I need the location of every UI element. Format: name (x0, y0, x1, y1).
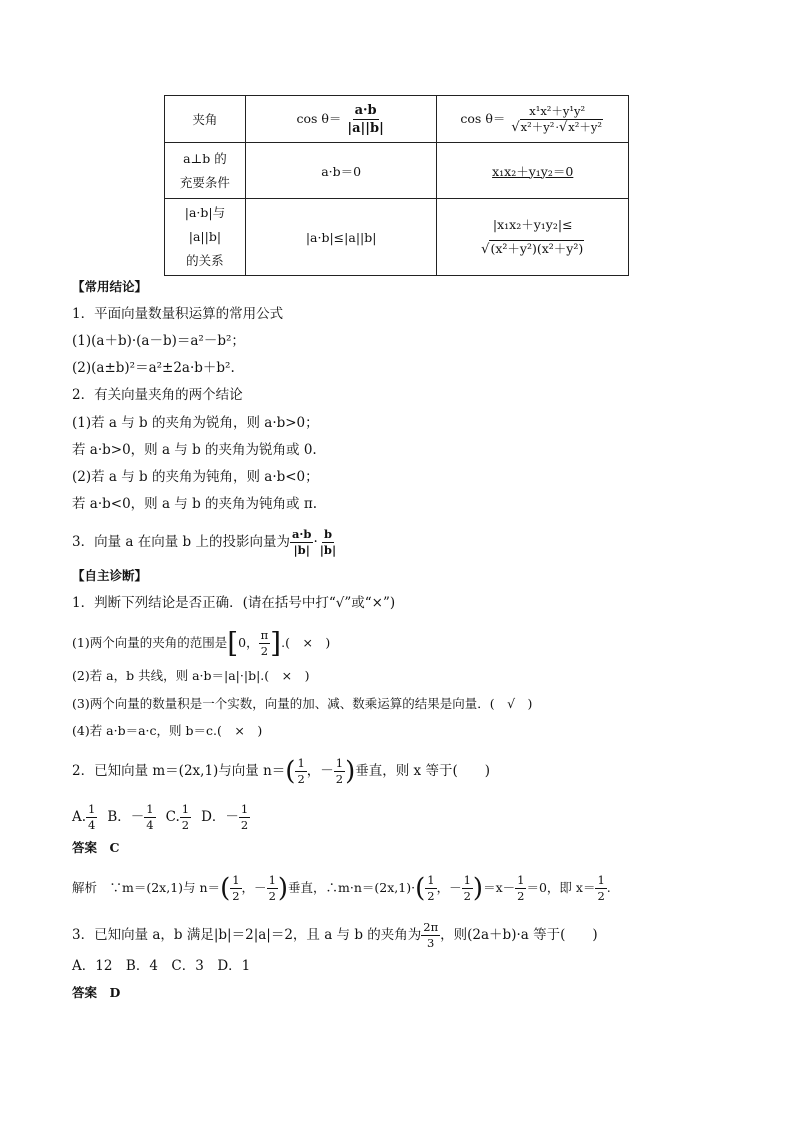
text-line: 若 a·b>0，则 a 与 b 的夹角为锐角或 0. (72, 442, 317, 458)
table-row (165, 199, 629, 276)
question-line: (3)两个向量的数量积是一个实数，向量的加、减、数乘运算的结果是向量．( √ ) (72, 696, 533, 711)
text-line: (1)若 a 与 b 的夹角为锐角，则 a·b>0； (72, 415, 319, 431)
row-label: a⊥b 的 充要条件 (165, 143, 246, 199)
text-line: (1)(a＋b)·(a－b)＝a²－b²； (72, 333, 245, 349)
question-line: (4)若 a·b＝a·c，则 b＝c.( × ) (72, 723, 263, 738)
coordinate-formula-cell: cos θ＝ $\frac{\text{x¹x²＋y¹y²}}{\text{√x²＋y²·√x²＋y²}}$ (437, 96, 629, 143)
table-row (165, 96, 629, 143)
text-line: 2．有关向量夹角的两个结论 (72, 387, 243, 403)
coordinate-formula-cell: x₁x₂＋y₁y₂＝0 (437, 143, 629, 199)
cos-coordinate-fraction: $\frac{\text{x¹x²＋y¹y²}}{\text{√x²＋y²·√x²＋y²}}$ (511, 103, 602, 135)
text-line: 1．判断下列结论是否正确．(请在括号中打“√”或“×”) (72, 595, 396, 611)
text-line: 1．平面向量数量积运算的常用公式 (72, 306, 284, 322)
question-line: (1)两个向量的夹角的范围是[0， $\frac{\pi}{2}$ ].( × ) (72, 626, 331, 660)
options-line: A. $\frac{1}{4}$ B．－ $\frac{1}{4}$ C. $\frac{1}{2}$ D．－ $\frac{1}{2}$ (72, 802, 249, 832)
row-label: |a·b|与 |a||b| 的关系 (165, 199, 246, 276)
vector-formula-cell: |a·b|≤|a||b| (245, 199, 437, 276)
row-label: 夹角 (165, 96, 246, 143)
text-line: 若 a·b<0，则 a 与 b 的夹角为钝角或 π. (72, 496, 317, 512)
projection-line: 3．向量 a 在向量 b 上的投影向量为 $\frac{a\cdot b}{|b|}$ · $\frac{b}{|b|}$ (72, 527, 337, 557)
explanation-line: 解析 ∵m＝(2x,1)与 n＝( $\frac{1}{2}$ ，－ $\frac{1}{2}$ )垂直，∴m·n＝(2x,1)·( $\frac{1}{2}$ ，－ $\frac{1}{2}$ )＝x－ $\frac{1}{2}$ ＝0，即 x＝ $\frac{1}{2}$ . (72, 873, 611, 904)
answer-line: 答案 C (72, 840, 120, 855)
cos-fraction: $\frac{a\cdot b}{|a||b|}$ (347, 102, 384, 136)
problem-2: 2．已知向量 m＝(2x,1)与向量 n＝( $\frac{1}{2}$ ，－ $\frac{1}{2}$ )垂直，则 x 等于( ) (72, 756, 490, 787)
vector-properties-table (164, 95, 629, 276)
section-heading-common: 【常用结论】 (72, 279, 148, 294)
coordinate-formula-cell: |x₁x₂＋y₁y₂|≤ √(x²＋y²)(x²＋y²) (437, 199, 629, 276)
problem-3: 3．已知向量 a，b 满足|b|＝2|a|＝2，且 a 与 b 的夹角为 $\frac{2\pi}{3}$ ，则(2a＋b)·a 等于( ) (72, 920, 598, 950)
answer-line: 答案 D (72, 985, 121, 1000)
vector-formula-cell: a·b＝0 (245, 143, 437, 199)
text-line: (2)(a±b)²＝a²±2a·b＋b². (72, 360, 235, 376)
table-row (165, 143, 629, 199)
text-line: (2)若 a 与 b 的夹角为钝角，则 a·b<0； (72, 469, 319, 485)
vector-formula-cell: cos θ＝ $\frac{a\cdot b}{|a||b|}$ (245, 96, 437, 143)
options-line: A．12 B．4 C．3 D．1 (72, 958, 251, 974)
question-line: (2)若 a，b 共线，则 a·b＝|a|·|b|.( × ) (72, 668, 310, 683)
section-heading-self-check: 【自主诊断】 (72, 568, 148, 583)
